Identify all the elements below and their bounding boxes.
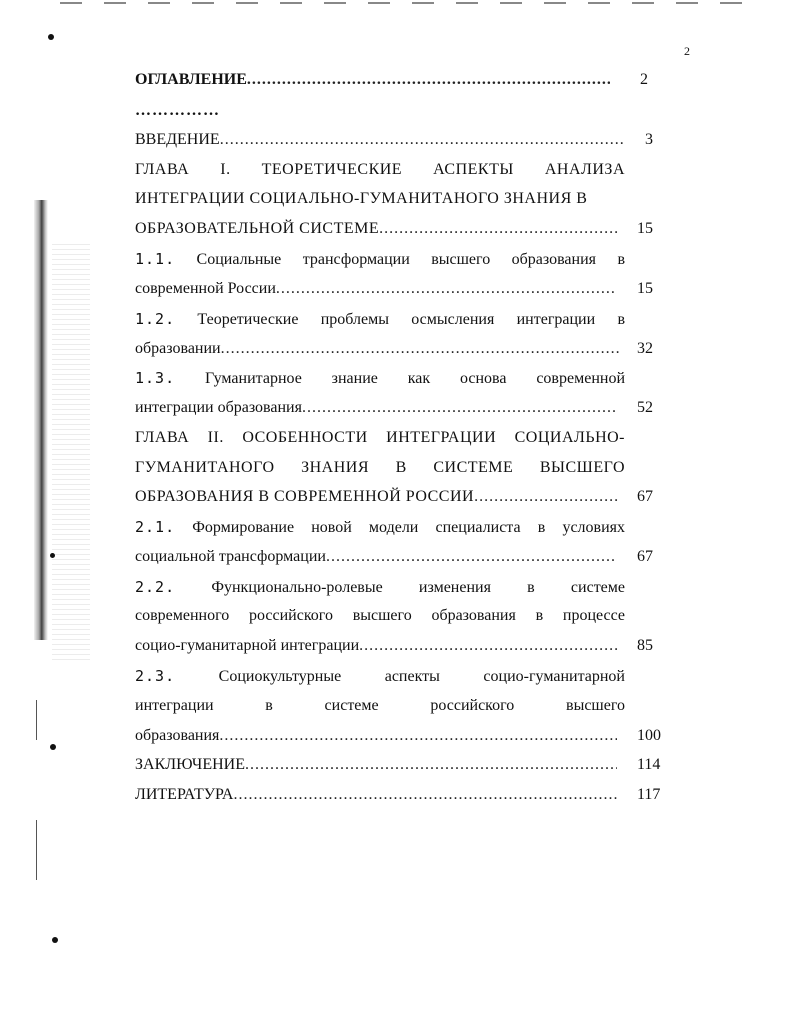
toc-chapter-2-line: ГЛАВА II. ОСОБЕННОСТИ ИНТЕГРАЦИИ СОЦИАЛЬНО- (135, 429, 625, 446)
toc-section-2-3: 2.3. Социокультурные аспекты социо-гуманитарной (135, 667, 625, 685)
scan-dot (48, 34, 54, 40)
toc-entry-conclusion-page: 114 (637, 756, 661, 773)
toc-chapter-2-page: 67 (637, 488, 653, 505)
toc-chapter-2-line: ОБРАЗОВАНИЯ В СОВРЕМЕННОЙ РОССИИ ..... (135, 487, 618, 507)
scan-dot (50, 553, 55, 558)
toc-heading: ОГЛАВЛЕНИЕ ..... (135, 70, 610, 90)
toc-heading-leader: …………… (135, 102, 220, 119)
toc-chapter-1-line: ГЛАВА I. ТЕОРЕТИЧЕСКИЕ АСПЕКТЫ АНАЛИЗА (135, 161, 625, 178)
toc-section-2-3-line: образования ..... (135, 726, 617, 746)
scan-dot (52, 937, 58, 943)
toc-entry-intro-page: 3 (645, 131, 653, 148)
toc-chapter-1-line: ОБРАЗОВАТЕЛЬНОЙ СИСТЕМЕ ..... (135, 219, 618, 239)
toc-section-1-1: 1.1. Социальные трансформации высшего образования в (135, 250, 625, 268)
toc-section-1-2: 1.2. Теоретические проблемы осмысления интеграции в (135, 310, 626, 328)
toc-chapter-1-page: 15 (637, 220, 653, 237)
toc-heading-page: 2 (640, 71, 648, 88)
scan-top-edge (60, 2, 760, 4)
toc-entry-literature: ЛИТЕРАТУРА ..... (135, 785, 617, 805)
toc-section-2-2-page: 85 (637, 637, 653, 654)
toc-chapter-1-line: ИНТЕГРАЦИИ СОЦИАЛЬНО-ГУМАНИТАНОГО ЗНАНИЯ В (135, 190, 588, 207)
scan-binding-shadow (34, 200, 48, 640)
toc-chapter-2-line: ГУМАНИТАНОГО ЗНАНИЯ В СИСТЕМЕ ВЫСШЕГО (135, 459, 625, 476)
scan-dot (50, 744, 56, 750)
toc-entry-literature-page: 117 (637, 786, 661, 803)
toc-section-1-2-page: 32 (637, 340, 653, 357)
toc-section-2-1-line: социальной трансформации ..... (135, 547, 617, 567)
toc-section-2-2: 2.2. Функционально-ролевые изменения в системе (135, 578, 626, 596)
toc-section-2-3-line: интеграции в системе российского высшего (135, 697, 625, 714)
toc-entry-conclusion: ЗАКЛЮЧЕНИЕ ..... (135, 755, 617, 775)
toc-section-1-3: 1.3. Гуманитарное знание как основа современной (135, 369, 626, 387)
toc-section-1-2-line: образовании ..... (135, 339, 620, 359)
toc-section-2-2-line: социо-гуманитарной интеграции ..... (135, 636, 620, 656)
toc-section-1-3-page: 52 (637, 399, 653, 416)
toc-entry-intro: ВВЕДЕНИЕ ..... (135, 130, 625, 150)
scan-edge-mark (36, 700, 37, 740)
toc-section-2-3-page: 100 (637, 727, 661, 744)
toc-section-1-1-page: 15 (637, 280, 653, 297)
toc-section-1-1-line: современной России ..... (135, 279, 615, 299)
toc-section-2-2-line: современного российского высшего образования в процессе (135, 607, 625, 624)
page-number: 2 (684, 44, 690, 58)
toc-section-1-3-line: интеграции образования ..... (135, 398, 617, 418)
toc-section-2-1-page: 67 (637, 548, 653, 565)
toc-section-2-1: 2.1. Формирование новой модели специалиста в условиях (135, 518, 626, 536)
scan-noise (52, 240, 90, 660)
scan-edge-mark (36, 820, 37, 880)
